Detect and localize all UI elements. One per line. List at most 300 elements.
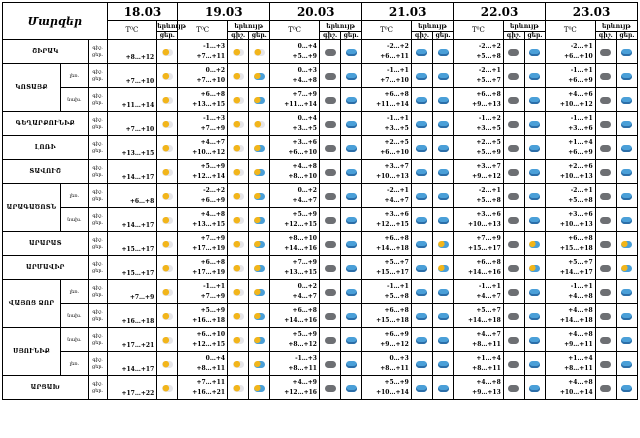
temp-value: +12…+16 — [284, 388, 317, 396]
temp-value: +5…+7 — [384, 258, 409, 266]
sun-rain-icon — [254, 217, 265, 224]
temp-value: +4…+8 — [200, 210, 226, 218]
rain-cloud-icon — [416, 289, 427, 296]
weather-cell — [411, 232, 432, 256]
sun-icon — [254, 49, 265, 56]
weather-cell — [411, 136, 432, 160]
temp-col-header: T⁰C — [270, 21, 320, 40]
temp-value: +4…+7 — [476, 330, 501, 338]
temperature-cell — [362, 304, 412, 328]
rain-cloud-icon — [346, 241, 357, 248]
weather-cell — [432, 160, 453, 184]
weather-cell — [503, 160, 524, 184]
temperature-cell — [454, 256, 504, 280]
temperature-cell — [178, 40, 228, 64]
rain-cloud-icon — [346, 361, 357, 368]
temperature-cell — [178, 208, 228, 232]
region-name: ԱՐՄԱՎԻՐ — [3, 256, 89, 280]
rain-cloud-icon — [438, 289, 449, 296]
weather-cell — [595, 40, 616, 64]
temp-value: +10…+13 — [468, 220, 501, 228]
region-name: ՏԱՎՈՒՇ — [3, 160, 89, 184]
temperature-cell — [107, 328, 157, 352]
temperature-cell — [178, 160, 228, 184]
temp-value: -2…+1 — [386, 186, 409, 194]
weather-cell — [228, 160, 249, 184]
day-header: ցեր. — [157, 32, 178, 40]
time-label: ցեր. — [92, 123, 104, 130]
temperature-cell — [546, 160, 596, 184]
cloud-icon — [325, 73, 336, 80]
temp-value: +14…+18 — [559, 316, 593, 324]
cloud-icon — [600, 337, 611, 344]
region-name: ԼՈՌԻ — [3, 136, 89, 160]
table-row — [3, 304, 638, 328]
time-label: գիշ. — [92, 92, 103, 99]
subregion-label: լեռ. — [61, 280, 88, 304]
rain-cloud-icon — [438, 361, 449, 368]
night-header: գիշ. — [319, 32, 340, 40]
night-header: գիշ. — [228, 32, 249, 40]
temp-value: +4…+7 — [200, 138, 226, 146]
night-header: գիշ. — [411, 32, 432, 40]
weather-cell — [616, 64, 637, 88]
time-of-day — [88, 208, 107, 232]
temperature-cell — [546, 136, 596, 160]
cloud-icon — [600, 313, 611, 320]
phenomenon-header: երևույթ — [228, 21, 270, 32]
temp-value: +7…+11 — [196, 378, 226, 386]
weather-cell — [616, 304, 637, 328]
weather-cell — [249, 232, 270, 256]
time-label: ցեր. — [92, 363, 104, 370]
weather-cell — [341, 160, 362, 184]
sun-icon — [233, 145, 244, 152]
temperature-cell — [546, 88, 596, 112]
rain-cloud-icon — [621, 73, 632, 80]
temp-value: +3…+6 — [476, 210, 501, 218]
temp-value: +5…+7 — [476, 306, 501, 314]
time-label: ցեր. — [92, 315, 104, 322]
temp-value: -2…+1 — [478, 186, 501, 194]
weather-cell — [228, 376, 249, 400]
weather-cell — [249, 64, 270, 88]
sun-rain-icon — [254, 73, 265, 80]
time-of-day — [88, 88, 107, 112]
region-name: ԳԵՂԱՐՔՈՒՆԻՔ — [3, 112, 89, 136]
weather-cell — [503, 376, 524, 400]
cloud-icon — [508, 49, 519, 56]
weather-cell — [524, 88, 545, 112]
temp-value: +12…+15 — [192, 340, 226, 348]
temperature-cell — [362, 280, 412, 304]
temperature-cell — [454, 40, 504, 64]
temperature-cell — [178, 88, 228, 112]
temp-value: +6…+8 — [129, 197, 155, 205]
weather-cell — [319, 184, 340, 208]
temperature-cell — [546, 232, 596, 256]
weather-cell — [432, 208, 453, 232]
rain-cloud-icon — [416, 73, 427, 80]
time-label: գիշ. — [92, 308, 103, 315]
sun-icon — [233, 313, 244, 320]
time-label: գիշ. — [92, 236, 103, 243]
temp-value: +14…+18 — [468, 316, 501, 324]
rain-cloud-icon — [621, 49, 632, 56]
weather-cell — [524, 184, 545, 208]
weather-cell — [503, 184, 524, 208]
temp-value: +5…+8 — [568, 196, 593, 204]
subregion-label: լեռ. — [61, 184, 88, 208]
temp-value: +3…+5 — [292, 124, 317, 132]
weather-cell — [432, 328, 453, 352]
weather-cell — [503, 208, 524, 232]
temperature-cell — [546, 376, 596, 400]
weather-cell — [524, 304, 545, 328]
date-header: 18.03 — [107, 3, 178, 21]
cloud-icon — [508, 97, 519, 104]
region-name: ԱՐՑԱԽ — [3, 376, 89, 400]
rain-cloud-icon — [416, 385, 427, 392]
temp-value: +16…+21 — [192, 388, 226, 396]
weather-cell — [341, 64, 362, 88]
temperature-cell — [270, 136, 320, 160]
rain-cloud-icon — [416, 217, 427, 224]
rain-cloud-icon — [438, 97, 449, 104]
temp-value: +5…+9 — [200, 162, 226, 170]
weather-cell — [157, 328, 178, 352]
weather-cell — [595, 160, 616, 184]
temp-value: +12…+15 — [284, 220, 317, 228]
temp-value: +4…+8 — [292, 162, 317, 170]
weather-cell — [157, 304, 178, 328]
sun-icon — [162, 217, 173, 224]
cloud-icon — [325, 121, 336, 128]
weather-cell — [595, 136, 616, 160]
temp-value: +5…+9 — [384, 378, 409, 386]
temp-value: +7…+10 — [125, 125, 155, 133]
temp-value: +5…+7 — [476, 76, 501, 84]
sun-rain-icon — [254, 145, 265, 152]
temperature-cell — [546, 256, 596, 280]
temp-value: +14…+17 — [121, 221, 155, 229]
temperature-cell — [546, 64, 596, 88]
temp-value: +14…+16 — [284, 244, 317, 252]
sun-icon — [162, 193, 173, 200]
rain-cloud-icon — [621, 97, 632, 104]
temp-value: +6…+11 — [380, 52, 409, 60]
temperature-cell — [362, 64, 412, 88]
sun-icon — [233, 361, 244, 368]
weather-cell — [228, 232, 249, 256]
day-header: ցեր. — [341, 32, 362, 40]
sun-icon — [162, 289, 173, 296]
weather-cell — [503, 40, 524, 64]
temperature-cell — [178, 304, 228, 328]
weather-cell — [228, 184, 249, 208]
rain-cloud-icon — [621, 217, 632, 224]
temp-value: +13…+15 — [121, 149, 155, 157]
weather-cell — [616, 376, 637, 400]
weather-cell — [157, 352, 178, 376]
weather-cell — [319, 328, 340, 352]
rain-cloud-icon — [529, 121, 540, 128]
sun-rain-icon — [438, 265, 449, 272]
rain-cloud-icon — [621, 145, 632, 152]
temperature-cell — [270, 352, 320, 376]
weather-cell — [411, 256, 432, 280]
weather-cell — [595, 208, 616, 232]
rain-cloud-icon — [529, 337, 540, 344]
temp-value: +4…+6 — [568, 90, 593, 98]
rain-cloud-icon — [621, 289, 632, 296]
temp-value: -1…+3 — [295, 354, 317, 362]
rain-cloud-icon — [416, 361, 427, 368]
table-row — [3, 64, 638, 88]
temp-col-header: T⁰C — [546, 21, 596, 40]
rain-cloud-icon — [346, 193, 357, 200]
cloud-icon — [325, 217, 336, 224]
temp-value: +5…+9 — [292, 210, 317, 218]
temperature-cell — [362, 40, 412, 64]
temperature-cell — [178, 184, 228, 208]
temp-value: +7…+10 — [125, 77, 155, 85]
time-label: գիշ. — [92, 356, 103, 363]
temperature-cell — [107, 352, 157, 376]
temperature-cell — [454, 376, 504, 400]
weather-cell — [616, 280, 637, 304]
sun-icon — [162, 265, 173, 272]
cloud-icon — [600, 265, 611, 272]
table-row — [3, 184, 638, 208]
temp-value: +4…+8 — [568, 378, 593, 386]
temperature-cell — [270, 328, 320, 352]
temperature-cell — [546, 40, 596, 64]
temp-value: +6…+10 — [288, 148, 317, 156]
night-header: գիշ. — [503, 32, 524, 40]
temp-value: +17…+22 — [121, 389, 155, 397]
weather-cell — [503, 112, 524, 136]
rain-cloud-icon — [438, 385, 449, 392]
forecast-table — [2, 2, 638, 400]
temp-value: +14…+17 — [559, 268, 593, 276]
table-row — [3, 376, 638, 400]
table-row — [3, 256, 638, 280]
weather-cell — [341, 280, 362, 304]
sun-icon — [233, 169, 244, 176]
rain-cloud-icon — [416, 145, 427, 152]
subregion-label: լեռ. — [61, 64, 88, 88]
cloud-icon — [600, 289, 611, 296]
temp-value: +9…+13 — [472, 388, 501, 396]
weather-cell — [595, 352, 616, 376]
temp-value: +6…+8 — [200, 258, 226, 266]
weather-cell — [616, 352, 637, 376]
weather-cell — [341, 88, 362, 112]
temp-value: +9…+12 — [380, 340, 409, 348]
temp-value: +4…+9 — [292, 378, 317, 386]
weather-cell — [524, 232, 545, 256]
rain-cloud-icon — [529, 145, 540, 152]
temperature-cell — [546, 112, 596, 136]
temp-value: +11…+14 — [376, 100, 409, 108]
weather-cell — [503, 280, 524, 304]
sun-icon — [233, 385, 244, 392]
temp-value: -2…+2 — [386, 42, 409, 50]
sun-rain-icon — [254, 313, 265, 320]
weather-cell — [595, 328, 616, 352]
time-label: ցեր. — [92, 291, 104, 298]
weather-cell — [503, 64, 524, 88]
temperature-cell — [454, 88, 504, 112]
temperature-cell — [107, 256, 157, 280]
day-header: ցեր. — [616, 32, 637, 40]
temp-value: +10…+12 — [192, 148, 226, 156]
weather-cell — [341, 232, 362, 256]
weather-cell — [595, 280, 616, 304]
subregion-label: նախ. — [61, 208, 88, 232]
time-label: ցեր. — [92, 195, 104, 202]
sun-icon — [233, 265, 244, 272]
temp-value: +3…+6 — [568, 210, 593, 218]
temperature-cell — [362, 232, 412, 256]
temp-value: -1…+1 — [386, 282, 409, 290]
temperature-cell — [454, 160, 504, 184]
weather-cell — [319, 232, 340, 256]
sun-icon — [233, 49, 244, 56]
cloud-icon — [325, 265, 336, 272]
weather-cell — [503, 88, 524, 112]
weather-cell — [616, 184, 637, 208]
rain-cloud-icon — [438, 217, 449, 224]
temperature-cell — [178, 328, 228, 352]
rain-cloud-icon — [529, 289, 540, 296]
cloud-icon — [325, 313, 336, 320]
weather-cell — [432, 304, 453, 328]
weather-cell — [524, 160, 545, 184]
rain-cloud-icon — [346, 337, 357, 344]
time-of-day — [88, 256, 107, 280]
temperature-cell — [270, 208, 320, 232]
cloud-icon — [508, 217, 519, 224]
temp-value: 0…+4 — [205, 354, 226, 362]
time-label: գիշ. — [92, 380, 103, 387]
temperature-cell — [546, 184, 596, 208]
weather-cell — [432, 88, 453, 112]
temp-value: +2…+5 — [384, 138, 409, 146]
temperature-cell — [107, 64, 157, 88]
time-of-day — [88, 184, 107, 208]
temp-value: +4…+7 — [384, 196, 409, 204]
temp-value: 0…+4 — [297, 42, 317, 50]
temp-value: +11…+14 — [284, 100, 317, 108]
temp-value: +6…+10 — [380, 148, 409, 156]
temp-value: +6…+8 — [292, 306, 317, 314]
subregion-label: նախ. — [61, 304, 88, 328]
temp-value: +8…+10 — [288, 172, 317, 180]
weather-cell — [524, 256, 545, 280]
weather-cell — [157, 40, 178, 64]
weather-cell — [616, 208, 637, 232]
weather-cell — [595, 184, 616, 208]
temperature-cell — [270, 232, 320, 256]
weather-cell — [319, 208, 340, 232]
temperature-cell — [107, 376, 157, 400]
time-of-day — [88, 64, 107, 88]
weather-cell — [503, 256, 524, 280]
time-label: գիշ. — [92, 212, 103, 219]
time-label: գիշ. — [92, 116, 103, 123]
table-row — [3, 208, 638, 232]
temperature-cell — [178, 376, 228, 400]
temp-value: +16…+18 — [192, 316, 226, 324]
cloud-icon — [508, 265, 519, 272]
temp-value: -1…+2 — [478, 114, 501, 122]
temp-value: +6…+8 — [476, 90, 501, 98]
temperature-cell — [178, 232, 228, 256]
weather-cell — [249, 256, 270, 280]
weather-cell — [411, 160, 432, 184]
weather-cell — [524, 280, 545, 304]
weather-cell — [228, 136, 249, 160]
cloud-icon — [325, 49, 336, 56]
rain-cloud-icon — [438, 313, 449, 320]
temperature-cell — [454, 208, 504, 232]
subregion-label: լեռ. — [61, 352, 88, 376]
temp-value: +17…+19 — [192, 244, 226, 252]
temp-value: +4…+8 — [568, 292, 593, 300]
sun-rain-icon — [254, 337, 265, 344]
temp-value: +6…+10 — [196, 330, 226, 338]
time-label: գիշ. — [92, 44, 103, 51]
weather-cell — [411, 208, 432, 232]
weather-cell — [432, 256, 453, 280]
region-name: ՇԻՐԱԿ — [3, 40, 89, 64]
rain-cloud-icon — [346, 145, 357, 152]
cloud-icon — [600, 49, 611, 56]
rain-cloud-icon — [416, 169, 427, 176]
weather-cell — [616, 40, 637, 64]
temperature-cell — [546, 280, 596, 304]
date-header: 23.03 — [546, 3, 638, 21]
cloud-icon — [508, 241, 519, 248]
day-header: ցեր. — [524, 32, 545, 40]
temp-value: +6…+10 — [564, 52, 593, 60]
time-label: ցեր. — [92, 171, 104, 178]
weather-cell — [157, 136, 178, 160]
temp-value: +8…+11 — [564, 364, 593, 372]
time-label: գիշ. — [92, 188, 103, 195]
temp-value: +7…+10 — [380, 76, 409, 84]
temp-value: +14…+17 — [121, 365, 155, 373]
weather-cell — [319, 376, 340, 400]
temp-value: +5…+9 — [200, 306, 226, 314]
temp-value: +3…+7 — [476, 162, 501, 170]
weather-cell — [341, 256, 362, 280]
weather-cell — [503, 232, 524, 256]
weather-cell — [228, 88, 249, 112]
temp-value: +8…+11 — [472, 364, 501, 372]
date-header: 22.03 — [454, 3, 546, 21]
temp-value: +15…+18 — [559, 244, 593, 252]
weather-cell — [319, 64, 340, 88]
time-of-day — [88, 160, 107, 184]
sun-icon — [162, 97, 173, 104]
weather-cell — [524, 328, 545, 352]
temp-value: +17…+21 — [121, 341, 155, 349]
sun-icon — [162, 49, 173, 56]
temp-value: -1…+1 — [570, 114, 593, 122]
